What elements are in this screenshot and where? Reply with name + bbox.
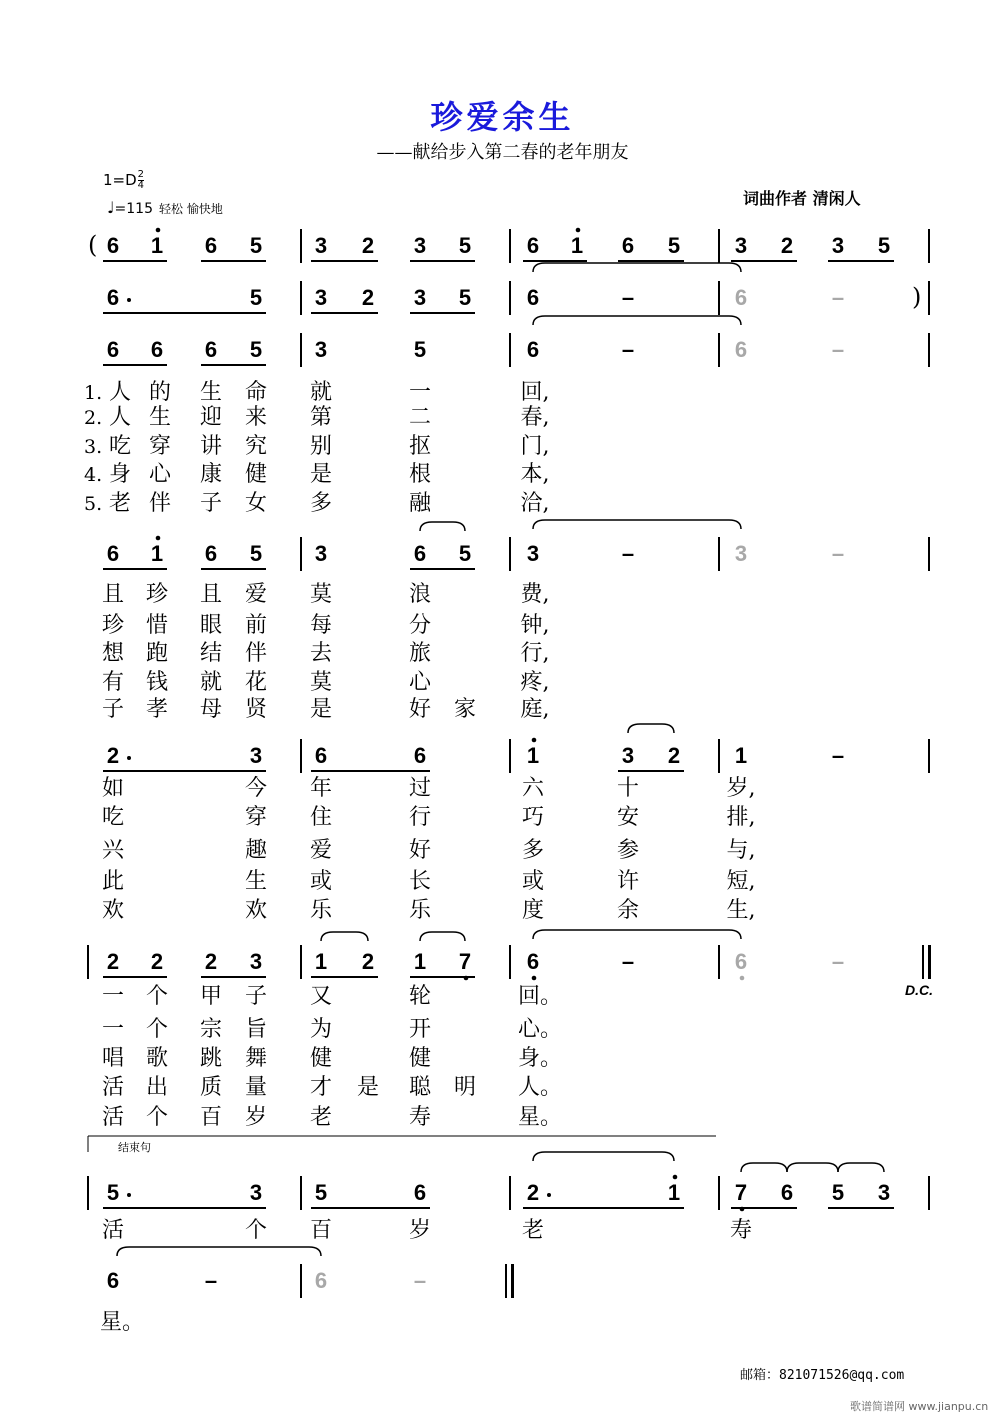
verse-line3-lyric: 欢: [101, 898, 124, 923]
verse-line2-lyric: 分: [408, 613, 431, 638]
verse-line4-lyric: 心。: [518, 1017, 563, 1042]
ending-label: 结束句: [118, 1141, 151, 1154]
verse-line4-lyric: 又: [309, 984, 332, 1009]
verse-line2-lyric: 且: [101, 582, 124, 607]
note: 5: [458, 541, 472, 566]
verse-line4-lyric: 个: [145, 1105, 168, 1130]
slur-tie: [533, 316, 741, 325]
verse-line4-lyric: 质: [199, 1075, 222, 1100]
note: 3: [831, 233, 845, 258]
verse-line3-lyric: 过: [408, 776, 431, 801]
verse-line3-lyric: 爱: [309, 838, 332, 863]
verse-line3-lyric: 年: [309, 776, 332, 801]
intro-open-paren: (: [88, 231, 98, 259]
verse-line3-lyric: 余: [616, 898, 639, 923]
da-capo-mark: D.C.: [905, 982, 933, 998]
note: 2: [204, 949, 218, 974]
verse-line2-lyric: 结: [199, 641, 222, 666]
note: 6: [204, 233, 218, 258]
octave-dot: [576, 228, 581, 233]
intro-close-paren: ): [912, 283, 922, 311]
note: 1: [526, 743, 540, 768]
note: 6: [106, 285, 120, 310]
note: 6: [150, 337, 164, 362]
verse-line2-lyric: 行,: [520, 641, 550, 666]
note: 6: [204, 541, 218, 566]
note: 2: [361, 949, 375, 974]
note: 3: [734, 233, 748, 258]
verse1-line1-lyric: 洽,: [520, 491, 550, 516]
verse-line3-lyric: 度: [521, 898, 544, 923]
dash-note: –: [621, 541, 635, 566]
verse-line2-lyric: 子: [101, 697, 124, 722]
verse-line4-lyric: 星。: [518, 1105, 563, 1130]
note: 3: [413, 285, 427, 310]
verse-line4-lyric: 是: [356, 1075, 379, 1100]
key-signature: 1=D $\frac{2}{4}$: [103, 169, 145, 191]
slur-tie: [533, 1152, 674, 1161]
verse-line2-lyric: 家: [453, 697, 476, 722]
verse1-line1-lyric: 生: [199, 380, 222, 405]
ending-lyric: 活: [101, 1218, 124, 1243]
verse-line2-lyric: 去: [309, 641, 332, 666]
slur-tie: [787, 1163, 838, 1172]
verse-line3-lyric: 好: [408, 838, 431, 863]
note: 3: [734, 541, 748, 566]
note: 3: [249, 743, 263, 768]
verse1-line1-lyric: 生: [148, 405, 171, 430]
verse-number: 3.: [84, 436, 103, 458]
verse-line3-lyric: 住: [309, 805, 332, 830]
verse-line3-lyric: 吃: [101, 805, 124, 830]
verse-line4-lyric: 量: [244, 1075, 267, 1100]
augmentation-dot: [127, 298, 131, 302]
octave-dot: [740, 976, 745, 981]
note: 1: [667, 1180, 681, 1205]
note: 6: [204, 337, 218, 362]
verse1-line1-lyric: 来: [244, 405, 267, 430]
verse1-line1-lyric: 迎: [199, 405, 222, 430]
verse-line3-lyric: 多: [521, 838, 544, 863]
verse-line4-lyric: 老: [309, 1105, 332, 1130]
note: 2: [150, 949, 164, 974]
note: 6: [734, 337, 748, 362]
verse-line3-lyric: 欢: [244, 898, 267, 923]
verse-line2-lyric: 爱: [244, 582, 267, 607]
verse-number: 1.: [84, 382, 103, 404]
verse-line3-lyric: 安: [616, 805, 639, 830]
octave-dot: [156, 536, 161, 541]
verse-line2-lyric: 且: [199, 582, 222, 607]
verse1-line1-lyric: 老: [108, 491, 131, 516]
verse1-line1-lyric: 的: [148, 380, 171, 405]
verse-line3-lyric: 六: [521, 776, 544, 801]
note: 6: [106, 541, 120, 566]
note: 1: [314, 949, 328, 974]
verse-line2-lyric: 钱: [145, 670, 168, 695]
verse-line4-lyric: 身。: [518, 1046, 563, 1071]
note: 3: [621, 743, 635, 768]
note: 1: [150, 541, 164, 566]
tempo-marking: ♩=115 轻松 愉快地: [107, 198, 223, 217]
time-denominator: 4: [137, 180, 145, 191]
verse-line3-lyric: 此: [101, 869, 124, 894]
verse1-line1-lyric: 是: [309, 462, 332, 487]
verse-line4-lyric: 才: [309, 1075, 332, 1100]
verse-line3-lyric: 如: [101, 776, 124, 801]
octave-dot: [156, 228, 161, 233]
note: 5: [249, 541, 263, 566]
verse1-line1-lyric: 回,: [520, 380, 550, 405]
verse-line4-lyric: 舞: [244, 1046, 267, 1071]
note: 5: [667, 233, 681, 258]
verse-line2-lyric: 惜: [145, 613, 168, 638]
note: 6: [526, 949, 540, 974]
slur-tie: [321, 932, 368, 941]
verse-line2-lyric: 前: [244, 613, 267, 638]
verse-line4-lyric: 活: [101, 1075, 124, 1100]
verse-line2-lyric: 有: [101, 670, 124, 695]
verse1-line1-lyric: 心: [148, 462, 171, 487]
verse-line3-lyric: 生: [244, 869, 267, 894]
octave-dot: [673, 1175, 678, 1180]
verse-line3-lyric: 巧: [521, 805, 544, 830]
verse-line3-lyric: 十: [616, 776, 639, 801]
verse-line2-lyric: 好: [408, 697, 431, 722]
verse1-line1-lyric: 抠: [408, 434, 431, 459]
note: 7: [458, 949, 472, 974]
dash-note: –: [621, 337, 635, 362]
note: 5: [106, 1180, 120, 1205]
octave-dot: [532, 976, 537, 981]
note: 2: [780, 233, 794, 258]
footer-email: 邮箱：821071526@qq.com: [740, 1368, 905, 1383]
note: 6: [621, 233, 635, 258]
note: 1: [570, 233, 584, 258]
verse-line3-lyric: 参: [616, 838, 639, 863]
ending-lyric: 老: [521, 1218, 544, 1243]
verse-line2-lyric: 伴: [244, 641, 267, 666]
verse-line2-lyric: 眼: [199, 613, 222, 638]
verse-line3-lyric: 乐: [408, 898, 431, 923]
verse-line2-lyric: 母: [199, 697, 222, 722]
note: 2: [667, 743, 681, 768]
note: 1: [413, 949, 427, 974]
slur-tie: [741, 1163, 787, 1172]
verse1-line1-lyric: 讲: [199, 434, 222, 459]
verse-line2-lyric: 每: [309, 613, 332, 638]
note: 6: [106, 233, 120, 258]
note: 6: [413, 743, 427, 768]
note: 5: [249, 233, 263, 258]
verse-line3-lyric: 岁,: [726, 776, 756, 801]
verse-line2-lyric: 心: [408, 670, 431, 695]
note: 3: [314, 337, 328, 362]
verse-line3-lyric: 或: [309, 869, 332, 894]
verse1-line1-lyric: 穿: [148, 434, 171, 459]
song-title: 珍爱余生: [430, 98, 575, 136]
note: 3: [413, 233, 427, 258]
note: 6: [780, 1180, 794, 1205]
verse-line2-lyric: 花: [244, 670, 267, 695]
note: 5: [831, 1180, 845, 1205]
note: 1: [150, 233, 164, 258]
note: 3: [314, 285, 328, 310]
note: 6: [314, 743, 328, 768]
note: 5: [249, 337, 263, 362]
dash-note: –: [204, 1268, 218, 1293]
verse-line3-lyric: 与,: [726, 838, 756, 863]
note: 6: [413, 1180, 427, 1205]
verse-line2-lyric: 珍: [145, 582, 168, 607]
ending-lyric: 寿: [729, 1218, 752, 1243]
verse-line4-lyric: 明: [453, 1075, 476, 1100]
verse1-line1-lyric: 吃: [108, 434, 131, 459]
note: 3: [526, 541, 540, 566]
note: 3: [249, 949, 263, 974]
note: 7: [734, 1180, 748, 1205]
slur-tie: [533, 520, 741, 529]
verse-line2-lyric: 就: [199, 670, 222, 695]
verse-line4-lyric: 寿: [408, 1105, 431, 1130]
ending-lyric: 个: [244, 1218, 267, 1243]
verse-line2-lyric: 是: [309, 697, 332, 722]
dash-note: –: [831, 337, 845, 362]
note: 5: [458, 233, 472, 258]
verse-line3-lyric: 趣: [244, 838, 267, 863]
verse1-line1-lyric: 根: [408, 462, 431, 487]
verse-line3-lyric: 长: [408, 869, 431, 894]
verse-line2-lyric: 钟,: [520, 613, 550, 638]
verse-line4-lyric: 聪: [408, 1075, 431, 1100]
ending-lyric: 百: [309, 1218, 332, 1243]
verse-line2-lyric: 疼,: [520, 670, 550, 695]
verse-number: 5.: [84, 493, 103, 515]
verse-line4-lyric: 回。: [518, 984, 563, 1009]
slur-tie: [420, 522, 465, 531]
dash-note: –: [831, 743, 845, 768]
note: 2: [361, 233, 375, 258]
verse-line4-lyric: 活: [101, 1105, 124, 1130]
dash-note: –: [831, 949, 845, 974]
verse1-line1-lyric: 健: [244, 462, 267, 487]
note: 2: [361, 285, 375, 310]
verse-line4-lyric: 出: [145, 1075, 168, 1100]
note: 6: [526, 233, 540, 258]
verse-line3-lyric: 行: [408, 805, 431, 830]
verse-line4-lyric: 个: [145, 1017, 168, 1042]
verse1-line1-lyric: 春,: [520, 405, 550, 430]
verse1-line1-lyric: 身: [108, 462, 131, 487]
verse-line4-lyric: 唱: [101, 1046, 124, 1071]
note: 5: [314, 1180, 328, 1205]
augmentation-dot: [547, 1193, 551, 1197]
verse-line2-lyric: 想: [101, 641, 124, 666]
verse-line4-lyric: 一: [101, 1017, 124, 1042]
ending-lyric: 岁: [408, 1218, 431, 1243]
dash-note: –: [831, 285, 845, 310]
note: 6: [314, 1268, 328, 1293]
verse-line3-lyric: 今: [244, 776, 267, 801]
verse1-line1-lyric: 二: [408, 405, 431, 430]
note: 3: [877, 1180, 891, 1205]
verse-line4-lyric: 一: [101, 984, 124, 1009]
note: 5: [458, 285, 472, 310]
augmentation-dot: [127, 1193, 131, 1197]
note: 6: [106, 337, 120, 362]
verse1-line1-lyric: 第: [309, 405, 332, 430]
time-numerator: 2: [137, 169, 145, 180]
slur-tie: [420, 932, 465, 941]
verse-line2-lyric: 旅: [408, 641, 431, 666]
verse-line3-lyric: 乐: [309, 898, 332, 923]
verse-line4-lyric: 健: [408, 1046, 431, 1071]
tempo-mood: 轻松 愉快地: [159, 202, 223, 216]
note: 5: [877, 233, 891, 258]
verse-number: 4.: [84, 464, 103, 486]
verse-line4-lyric: 子: [244, 984, 267, 1009]
slur-tie: [533, 930, 741, 939]
dash-note: –: [621, 949, 635, 974]
note: 2: [106, 743, 120, 768]
verse1-line1-lyric: 命: [244, 380, 267, 405]
dash-note: –: [831, 541, 845, 566]
note: 3: [314, 541, 328, 566]
verse-line2-lyric: 浪: [408, 582, 431, 607]
verse-line4-lyric: 人。: [518, 1075, 563, 1100]
verse-line4-lyric: 健: [309, 1046, 332, 1071]
composer-credit: 词曲作者 清闲人: [743, 189, 861, 208]
note: 6: [526, 337, 540, 362]
note: 6: [526, 285, 540, 310]
note: 3: [314, 233, 328, 258]
verse-line3-lyric: 许: [616, 869, 639, 894]
verse-line2-lyric: 庭,: [520, 697, 550, 722]
verse-line4-lyric: 旨: [244, 1017, 267, 1042]
verse-line4-lyric: 轮: [408, 984, 431, 1009]
verse-line4-lyric: 跳: [199, 1046, 222, 1071]
verse-line3-lyric: 生,: [726, 898, 756, 923]
verse-line4-lyric: 为: [309, 1017, 332, 1042]
verse-line2-lyric: 珍: [101, 613, 124, 638]
note: 5: [413, 337, 427, 362]
note: 6: [734, 285, 748, 310]
verse-line3-lyric: 兴: [101, 838, 124, 863]
verse1-line1-lyric: 究: [244, 434, 267, 459]
verse-line2-lyric: 孝: [145, 697, 168, 722]
ending-final-lyric: 星。: [100, 1310, 145, 1335]
verse1-line1-lyric: 门,: [520, 434, 550, 459]
dash-note: –: [413, 1268, 427, 1293]
augmentation-dot: [127, 756, 131, 760]
verse-line4-lyric: 开: [408, 1017, 431, 1042]
verse-line2-lyric: 费,: [520, 582, 550, 607]
verse1-line1-lyric: 康: [199, 462, 222, 487]
slur-tie: [838, 1163, 884, 1172]
verse1-line1-lyric: 女: [244, 491, 267, 516]
verse1-line1-lyric: 伴: [148, 491, 171, 516]
footer-watermark: 歌谱简谱网 www.jianpu.cn: [850, 1400, 989, 1413]
octave-dot: [532, 738, 537, 743]
note: 6: [413, 541, 427, 566]
slur-tie: [117, 1247, 321, 1256]
verse-line2-lyric: 跑: [145, 641, 168, 666]
verse1-line1-lyric: 人: [108, 405, 131, 430]
verse-line2-lyric: 莫: [309, 582, 332, 607]
verse-line2-lyric: 贤: [244, 697, 267, 722]
dash-note: –: [621, 285, 635, 310]
song-subtitle: ——献给步入第二春的老年朋友: [376, 142, 629, 163]
note: 2: [526, 1180, 540, 1205]
verse-line4-lyric: 宗: [199, 1017, 222, 1042]
verse-line3-lyric: 短,: [726, 869, 756, 894]
note: 6: [106, 1268, 120, 1293]
verse1-line1-lyric: 子: [199, 491, 222, 516]
verse-number: 2.: [84, 407, 103, 429]
verse1-line1-lyric: 一: [408, 380, 431, 405]
verse1-line1-lyric: 多: [309, 491, 332, 516]
verse-line2-lyric: 莫: [309, 670, 332, 695]
verse-line4-lyric: 百: [199, 1105, 222, 1130]
verse1-line1-lyric: 就: [309, 380, 332, 405]
note: 2: [106, 949, 120, 974]
verse-line3-lyric: 排,: [726, 805, 756, 830]
quarter-note-icon: ♩: [107, 198, 115, 217]
slur-tie: [628, 724, 674, 733]
note: 1: [734, 743, 748, 768]
verse1-line1-lyric: 人: [108, 380, 131, 405]
verse1-line1-lyric: 融: [408, 491, 431, 516]
note: 6: [734, 949, 748, 974]
verse1-line1-lyric: 本,: [520, 462, 550, 487]
verse-line4-lyric: 歌: [145, 1046, 168, 1071]
note: 3: [249, 1180, 263, 1205]
slur-tie: [533, 263, 741, 272]
verse1-line1-lyric: 别: [309, 434, 332, 459]
verse-line4-lyric: 个: [145, 984, 168, 1009]
verse-line4-lyric: 甲: [199, 984, 222, 1009]
verse-line3-lyric: 穿: [244, 805, 267, 830]
verse-line3-lyric: 或: [521, 869, 544, 894]
verse-line4-lyric: 岁: [244, 1105, 267, 1130]
note: 5: [249, 285, 263, 310]
